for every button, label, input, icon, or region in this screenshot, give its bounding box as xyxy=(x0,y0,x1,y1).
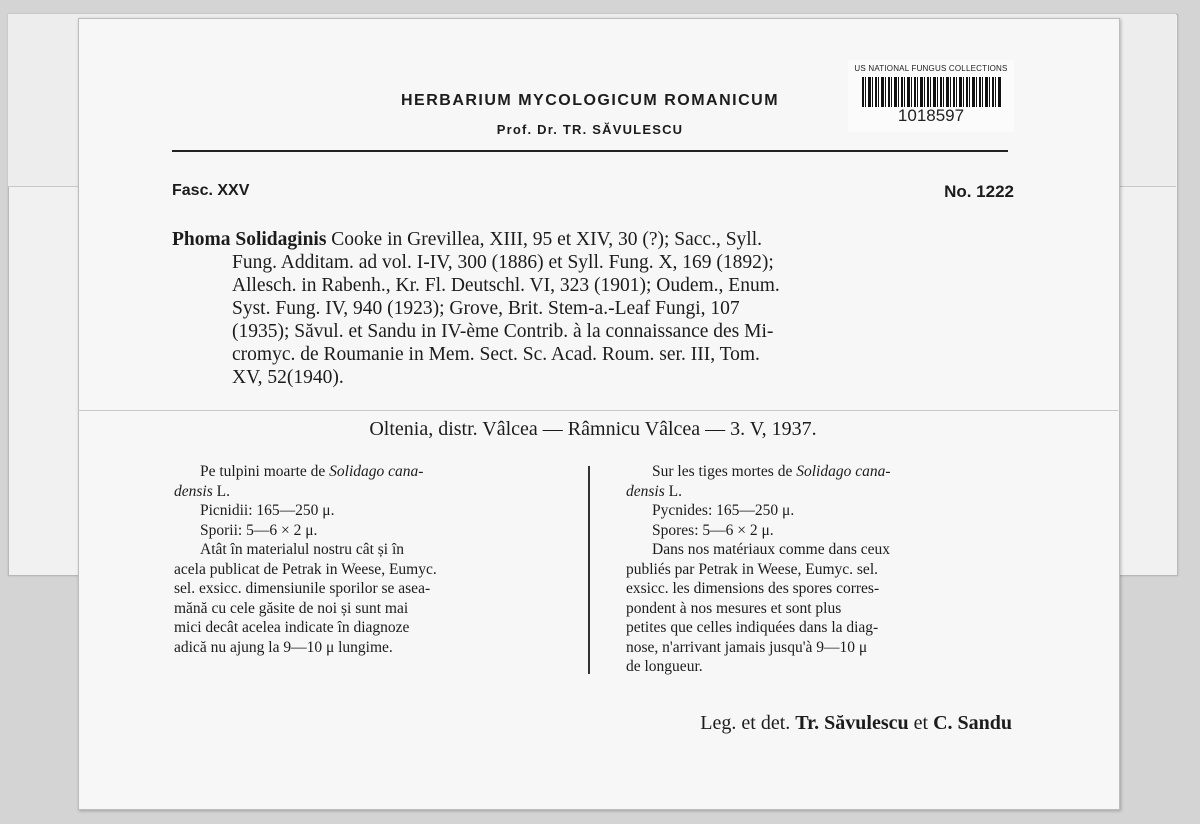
description-line: Picnidii: 165—250 μ. xyxy=(200,502,335,519)
romanian-description xyxy=(174,462,554,657)
description-line: mici decât acelea indicate în diagnoze xyxy=(174,619,410,636)
collector-credit: Leg. et det. Tr. Săvulescu et C. Sandu xyxy=(700,712,1012,734)
citation-line: cromyc. de Roumanie in Mem. Sect. Sc. Acad. Roum. ser. III, Tom. xyxy=(232,344,760,365)
citation-line: Syst. Fung. IV, 940 (1923); Grove, Brit. Stem-a.-Leaf Fungi, 107 xyxy=(232,298,740,319)
citation-line: Phoma Solidaginis Cooke in Grevillea, XIII, 95 et XIV, 30 (?); Sacc., Syll. xyxy=(172,229,763,250)
description-line: Dans nos matériaux comme dans ceux xyxy=(652,541,891,558)
fold-line xyxy=(78,410,1118,411)
description-line: pondent à nos mesures et sont plus xyxy=(626,599,842,617)
description-line: acela publicat de Petrak in Weese, Eumyc. xyxy=(174,560,437,578)
french-description xyxy=(626,462,1006,677)
description-line: Spores: 5—6 × 2 μ. xyxy=(652,521,774,539)
barcode-caption: US NATIONAL FUNGUS COLLECTIONS xyxy=(854,64,1008,73)
description-line: petites que celles indiquées dans la diag- xyxy=(626,619,879,636)
description-line: Sporii: 5—6 × 2 μ. xyxy=(200,521,318,539)
taxon-citation xyxy=(172,228,1014,389)
description-line: Pe tulpini moarte de Solidago cana- xyxy=(200,463,424,480)
collector-name: C. Sandu xyxy=(933,712,1012,734)
herbarium-title: HERBARIUM MYCOLOGICUM ROMANICUM xyxy=(400,92,780,109)
fascicle-label: Fasc. XXV xyxy=(172,182,250,199)
description-line: Sur les tiges mortes de Solidago cana- xyxy=(652,463,891,480)
header-rule xyxy=(172,150,1008,152)
description-line: densis L. xyxy=(174,482,230,500)
citation-line: Fung. Additam. ad vol. I-IV, 300 (1886) et Syll. Fung. X, 169 (1892); xyxy=(232,252,774,273)
citation-line: XV, 52(1940). xyxy=(232,367,344,388)
description-line: sel. exsicc. dimensiunile sporilor se asea- xyxy=(174,580,431,597)
column-divider xyxy=(588,466,590,674)
description-line: Pycnides: 165—250 μ. xyxy=(652,502,795,519)
description-line: Atât în materialul nostru cât și în xyxy=(200,541,405,558)
citation-line: Allesch. in Rabenh., Kr. Fl. Deutschl. VI, 323 (1901); Oudem., Enum. xyxy=(232,275,780,296)
citation-line: (1935); Săvul. et Sandu in IV-ème Contrib. à la connaissance des Mi- xyxy=(232,321,774,342)
description-line: publiés par Petrak in Weese, Eumyc. sel. xyxy=(626,560,878,578)
description-line: densis L. xyxy=(626,482,682,500)
specimen-number: No. 1222 xyxy=(944,182,1014,201)
herbarium-subtitle: Prof. Dr. TR. SĂVULESCU xyxy=(496,122,684,137)
collector-name: Tr. Săvulescu xyxy=(795,712,909,734)
description-line: exsicc. les dimensions des spores corres- xyxy=(626,580,880,597)
description-line: de longueur. xyxy=(626,658,703,675)
description-line: nose, n'arrivant jamais jusqu'à 9—10 μ xyxy=(626,638,868,656)
taxon-name: Phoma Solidaginis xyxy=(172,229,327,250)
collection-locality: Oltenia, distr. Vâlcea — Râmnicu Vâlcea — 3. V, 1937. xyxy=(369,418,817,440)
barcode-number: 1018597 xyxy=(897,106,965,125)
description-line: adică nu ajung la 9—10 μ lungime. xyxy=(174,638,393,656)
description-line: mănă cu cele găsite de noi și sunt mai xyxy=(174,599,409,617)
